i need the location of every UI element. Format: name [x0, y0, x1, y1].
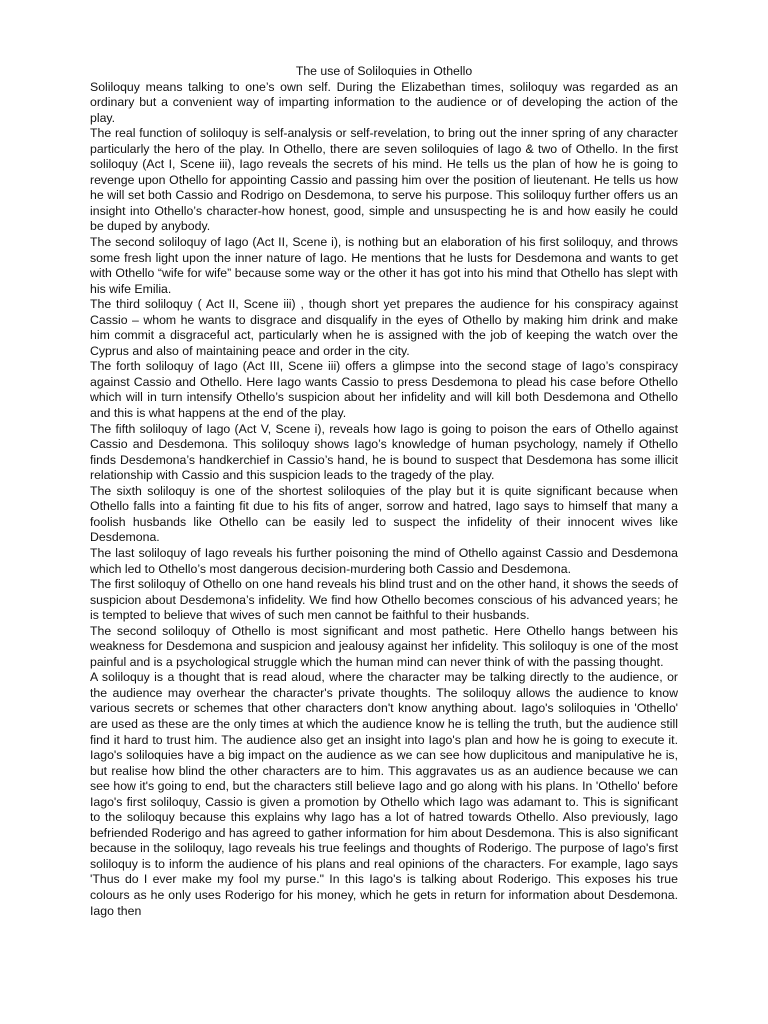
paragraph-6: The fifth soliloquy of Iago (Act V, Scene i), reveals how Iago is going to poison the ears of Othello against Cassio and Desdemona. This soliloquy shows Iago’s knowledge of human psychology, namely if Othello finds Desdemona’s handkerchief in Cassio’s hand, he is bound to suspect that Desdemona has some illicit relationship with Cassio and this suspicion leads to the tragedy of the play. [90, 421, 678, 483]
paragraph-10: The second soliloquy of Othello is most significant and most pathetic. Here Othello hangs between his weakness for Desdemona and suspicion and jealousy against her infidelity. This soliloquy is one of the most painful and is a psychological struggle which the human mind can never think of with the passing thought. [90, 623, 678, 669]
document-body [90, 64, 678, 919]
paragraph-3: The second soliloquy of Iago (Act II, Scene i), is nothing but an elaboration of his first soliloquy, and throws some fresh light upon the inner nature of Iago. He mentions that he lusts for Desdemona and wants to get with Othello “wife for wife” because some way or the other it has got into his mind that Othello has slept with his wife Emilia. [90, 235, 678, 296]
paragraph-8: The last soliloquy of Iago reveals his further poisoning the mind of Othello against Cassio and Desdemona which led to Othello’s most dangerous decision-murdering both Cassio and Desdemona. [90, 545, 678, 576]
paragraph-9: The first soliloquy of Othello on one hand reveals his blind trust and on the other hand, it shows the seeds of suspicion about Desdemona’s infidelity. We find how Othello becomes conscious of his advanced years; he is tempted to believe that wives of such men cannot be faithful to their husbands. [90, 577, 678, 623]
paragraph-7: The sixth soliloquy is one of the shortest soliloquies of the play but it is quite significant because when Othello falls into a fainting fit due to his fits of anger, sorrow and hatred, Iago says to himself that many a foolish husbands like Othello can be easily led to suspect the infidelity of their innocent wives like Desdemona. [90, 483, 678, 545]
paragraph-1: Soliloquy means talking to one’s own self. During the Elizabethan times, soliloquy was regarded as an ordinary but a convenient way of imparting information to the audience or of developing the action of the play. [90, 79, 678, 125]
document-title: The use of Soliloquies in Othello [295, 64, 473, 78]
paragraph-11: A soliloquy is a thought that is read aloud, where the character may be talking directly to the audience, or the audience may overhear the character's private thoughts. The soliloquy allows the audience to know various secrets or schemes that other characters don't know anything about. Iago's soliloquies in 'Othello' are used as these are the only times at which the audience know he is telling the truth, but the audience still find it hard to trust him. The audience also get an insight into Iago's plan and how he is going to execute it. Iago's soliloquies have a big impact on the audience as we can see how duplicitous and manipulative he is, but realise how blind the other characters are to him. This aggravates us as an audience because we can see how it's going to end, but the characters still believe Iago and go along with his plans. In 'Othello' before Iago's first soliloquy, Cassio is given a promotion by Othello which Iago was adamant to. This is significant to the soliloquy because this explains why Iago has a lot of hatred towards Othello. Also previously, Iago befriended Roderigo and has agreed to gather information for him about Desdemona. This is also significant because in the soliloquy, Iago reveals his true feelings and thoughts of Roderigo. The purpose of Iago's first soliloquy is to inform the audience of his plans and real opinions of the characters. For example, Iago says 'Thus do I ever make my fool my purse." In this Iago's is talking about Roderigo. This exposes his true colours as he only uses Roderigo for his money, which he gets in return for information about Desdemona. Iago then [90, 670, 678, 918]
paragraph-4: The third soliloquy ( Act II, Scene iii) , though short yet prepares the audience for his conspiracy against Cassio – whom he wants to disgrace and disqualify in the eyes of Othello by making him drink and make him commit a disgraceful act, particularly when he is assigned with the job of keeping the watch over the Cyprus and also of maintaining peace and order in the city. [90, 297, 678, 358]
paragraph-5: The forth soliloquy of Iago (Act III, Scene iii) offers a glimpse into the second stage of Iago’s conspiracy against Cassio and Othello. Here Iago wants Cassio to press Desdemona to plead his case before Othello which will in turn intensify Othello’s suspicion about her infidelity and will kill both Desdemona and Othello and this is what happens at the end of the play. [90, 359, 678, 421]
paragraph-2: The real function of soliloquy is self-analysis or self-revelation, to bring out the inner spring of any character particularly the hero of the play. In Othello, there are seven soliloquies of Iago & two of Othello. In the first soliloquy (Act I, Scene iii), Iago reveals the secrets of his mind. He tells us the plan of how he is going to revenge upon Othello for appointing Cassio and passing him over the position of lieutenant. He tells us how he will set both Cassio and Rodrigo on Desdemona, to serve his purpose. This soliloquy further offers us an insight into Othello’s character-how honest, good, simple and unsuspecting he is and how easily he could be duped by anybody. [90, 126, 678, 234]
